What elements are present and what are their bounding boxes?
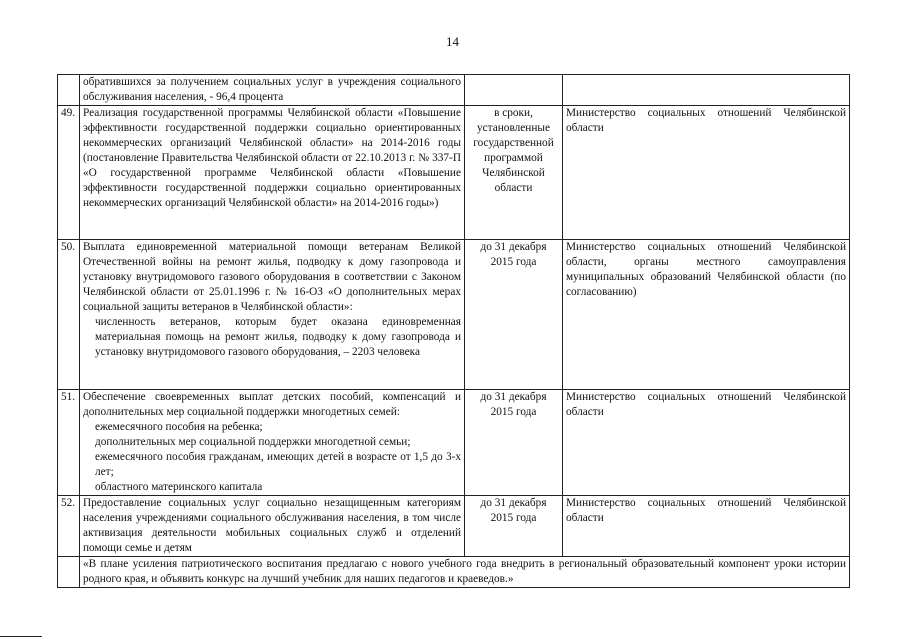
table-row — [58, 390, 850, 496]
final-note: «В плане усиления патриотического воспитания предлагаю с нового учебного года внедрить в региональный образовательный компонент уроки истории родного края, и объявить конкурс на лучший учебник для наших педагогов и краеведов.» — [80, 557, 850, 588]
table-row — [58, 240, 850, 390]
table-row — [58, 75, 850, 106]
footnote-rule — [0, 636, 42, 637]
responsible: Министерство социальных отношений Челябинской области, органы местного самоуправления муниципальных образований Челябинской области (по согласованию) — [563, 240, 850, 390]
deadline — [465, 75, 563, 106]
measure-description: Обеспечение своевременных выплат детских пособий, компенсаций и дополнительных мер социальной поддержки многодетных семей: ежемесячного пособия на ребенка; дополнительных мер социальной поддержки многодетной семьи; ежемесячного пособия гражданам, имеющих детей в возрасте от 1,5 до 3-х лет; областного материнского капитала — [80, 390, 465, 496]
row-number: 51. — [58, 390, 80, 496]
responsible: Министерство социальных отношений Челябинской области — [563, 496, 850, 557]
row-number: 52. — [58, 496, 80, 557]
row-number: 49. — [58, 106, 80, 240]
measure-description: Предоставление социальных услуг социально незащищенным категориям населения учреждениями социального обслуживания населения, в том числе активизация деятельности мобильных социальных служб и отделений помощи семье и детям — [80, 496, 465, 557]
responsible: Министерство социальных отношений Челябинской области — [563, 390, 850, 496]
measures-table — [57, 74, 850, 588]
deadline: в сроки, установленные государственной программой Челябинской области — [465, 106, 563, 240]
measure-description: Выплата единовременной материальной помощи ветеранам Великой Отечественной войны на ремонт жилья, подводку к дому газопровода и установку внутридомового газового оборудования в соответствии с Законом Челябинской области от 25.01.1996 г. № 16-ОЗ «О дополнительных мерах социальной защиты ветеранов в Челябинской области»: численность ветеранов, которым будет оказана единовременная материальная помощь на ремонт жилья, подводку к дому газопровода и установку внутридомового газового оборудования, – 2203 человека — [80, 240, 465, 390]
table-row — [58, 106, 850, 240]
measure-description: Реализация государственной программы Челябинской области «Повышение эффективности государственной поддержки социально ориентированных некоммерческих организаций Челябинской области» на 2014-2016 годы (постановление Правительства Челябинской области от 22.10.2013 г. № 337-П «О государственной программе Челябинской области «Повышение эффективности государственной поддержки социально ориентированных некоммерческих организаций Челябинской области» на 2014-2016 годы») — [80, 106, 465, 240]
table-row — [58, 557, 850, 588]
deadline: до 31 декабря 2015 года — [465, 496, 563, 557]
table-row — [58, 496, 850, 557]
row-number — [58, 75, 80, 106]
responsible: Министерство социальных отношений Челябинской области — [563, 106, 850, 240]
row-number — [58, 557, 80, 588]
responsible — [563, 75, 850, 106]
row-number: 50. — [58, 240, 80, 390]
page-number: 14 — [446, 34, 459, 49]
deadline: до 31 декабря 2015 года — [465, 240, 563, 390]
measure-description: обратившихся за получением социальных услуг в учреждения социального обслуживания населения, - 96,4 процента — [80, 75, 465, 106]
deadline: до 31 декабря 2015 года — [465, 390, 563, 496]
